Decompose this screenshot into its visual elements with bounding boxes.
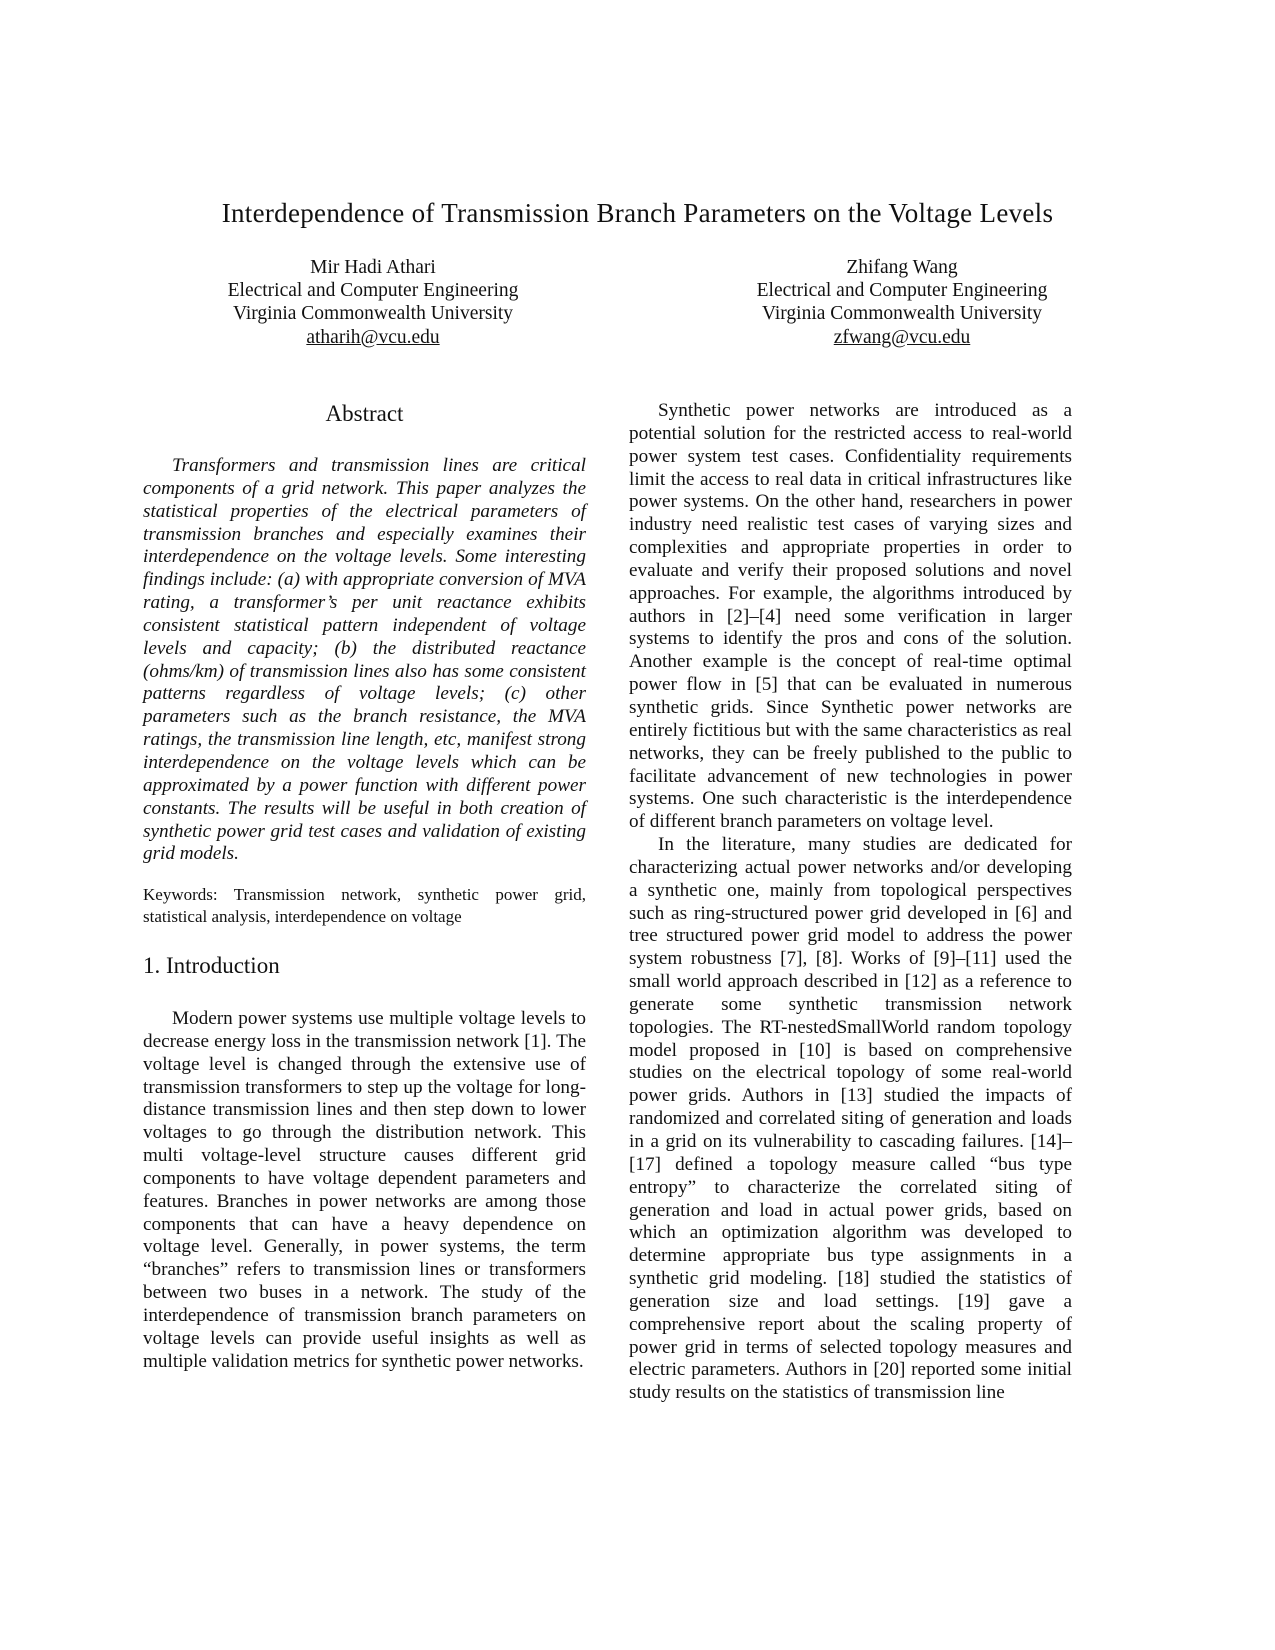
author-name: Zhifang Wang: [846, 257, 958, 278]
author-university: Virginia Commonwealth University: [761, 303, 1043, 325]
keywords: Keywords: Transmission network, synthetic power grid, statistical analysis, interdependence on voltage: [143, 885, 586, 926]
author-block-2: [672, 256, 1132, 349]
paragraph: Modern power systems use multiple voltage levels to decrease energy loss in the transmission network [1]. The voltage level is changed through the extensive use of transmission transformers to step up the voltage for long-distance transmission lines and then step down to lower voltages to go through the distribution network. This multi voltage-level structure causes different grid components to have voltage dependent parameters and features. Branches in power networks are among those components that can have a heavy dependence on voltage level. Generally, in power systems, the term “branches” refers to transmission lines or transformers between two buses in a network. The study of the interdependence of transmission branch parameters on voltage levels can provide useful insights as well as multiple validation metrics for synthetic power networks.: [143, 1008, 586, 1372]
author-email-link[interactable]: atharih@vcu.edu: [306, 326, 440, 348]
abstract-heading: Abstract: [325, 401, 404, 426]
author-department: Electrical and Computer Engineering: [756, 280, 1048, 302]
author-name: Mir Hadi Athari: [310, 257, 436, 278]
paragraph: Synthetic power networks are introduced as a potential solution for the restricted access to real-world power system test cases. Confidentiality requirements limit the access to real data in critical infrastructures like power systems. On the other hand, researchers in power industry need realistic test cases of varying sizes and complexities and appropriate properties in order to evaluate and verify their proposed solutions and novel approaches. For example, the algorithms introduced by authors in [2]–[4] need some verification in larger systems to identify the pros and cons of the solution. Another example is the concept of real-time optimal power flow in [5] that can be evaluated in numerous synthetic grids. Since Synthetic power networks are entirely fictitious but with the same characteristics as real networks, they can be freely published to the public to facilitate advancement of new technologies in power systems. One such characteristic is the interdependence of different branch parameters on voltage level.: [629, 400, 1072, 833]
paper-title: Interdependence of Transmission Branch Parameters on the Voltage Levels: [221, 198, 1054, 228]
section-heading-introduction: 1. Introduction: [143, 953, 280, 978]
abstract-text: Transformers and transmission lines are critical components of a grid network. This paper analyzes the statistical properties of the electrical parameters of transmission branches and especially examines their interdependence on the voltage levels. Some interesting findings include: (a) with appropriate conversion of MVA rating, a transformer’s per unit reactance exhibits consistent statistical pattern independent of voltage levels and capacity; (b) the distributed reactance (ohms/km) of transmission lines also has some consistent patterns regardless of voltage levels; (c) other parameters such as the branch resistance, the MVA ratings, the transmission line length, etc, manifest strong interdependence on the voltage levels which can be approximated by a power function with different power constants. The results will be useful in both creation of synthetic power grid test cases and validation of existing grid models.: [143, 455, 586, 865]
author-department: Electrical and Computer Engineering: [227, 280, 519, 302]
author-email-link[interactable]: zfwang@vcu.edu: [833, 326, 971, 348]
paragraph: In the literature, many studies are dedicated for characterizing actual power networks and/or developing a synthetic one, mainly from topological perspectives such as ring-structured power grid developed in [6] and tree structured power grid model to address the power system robustness [7], [8]. Works of [9]–[11] used the small world approach described in [12] as a reference to generate some synthetic transmission network topologies. The RT-nestedSmallWorld random topology model proposed in [10] is based on comprehensive studies on the electrical topology of some real-world power grids. Authors in [13] studied the impacts of randomized and correlated siting of generation and loads in a grid on its vulnerability to cascading failures. [14]–[17] defined a topology measure called “bus type entropy” to characterize the correlated siting of generation and load in actual power grids, based on which an optimization algorithm was developed to determine appropriate bus type assignments in a synthetic grid modeling. [18] studied the statistics of generation size and load settings. [19] gave a comprehensive report about the scaling property of power grid in terms of selected topology measures and electric parameters. Authors in [20] reported some initial study results on the statistics of transmission line: [629, 834, 1072, 1404]
author-block-1: [143, 256, 603, 349]
introduction-right-column: [629, 400, 1072, 1405]
introduction-left-column: [143, 1008, 586, 1374]
author-university: Virginia Commonwealth University: [232, 303, 514, 325]
